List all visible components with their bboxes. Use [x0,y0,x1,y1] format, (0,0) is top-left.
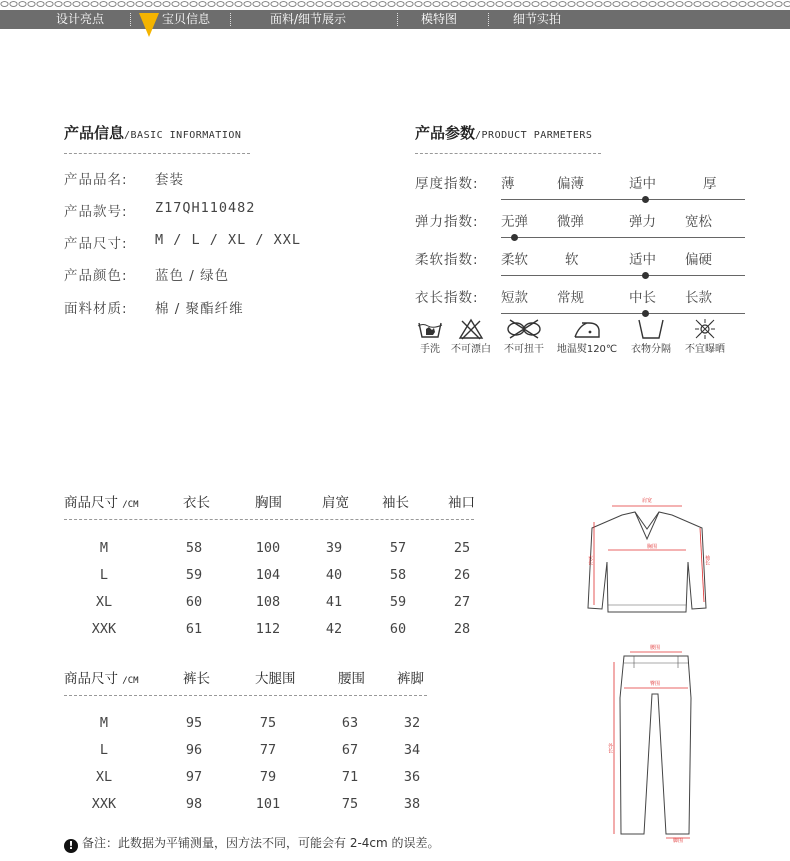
size-value: 42 [325,621,343,637]
bottom-col-header: 裤长 [183,671,210,687]
top-col-header: 胸围 [255,495,282,511]
param-row-elasticity [415,210,745,240]
no-wring-icon [504,318,544,340]
care-no-sun-dry: 不宜曝晒 [680,318,730,355]
size-value: 60 [185,594,203,610]
size-value: 58 [389,567,407,583]
size-value: 25 [453,540,471,556]
size-value: 32 [403,715,421,731]
diagram-sleeve-label: 袖长 [704,555,710,565]
measurement-note: ! 备注：此数据为平铺测量，因方法不同，可能会有 2-4cm 的误差。 [64,834,440,853]
product-params-title: 产品参数/PRODUCT PARMETERS [415,124,593,142]
param-scale-line [501,275,745,276]
top-col-header: 袖口 [448,495,475,511]
nav-design-highlights[interactable]: 设计亮点 [56,12,105,26]
param-selected-dot [642,196,649,203]
nav-separator [488,13,489,26]
size-value: 57 [389,540,407,556]
size-value: 101 [255,796,281,812]
size-value: 79 [259,769,277,785]
info-row-material: 面料材质: 棉 / 聚酯纤维 [64,301,244,317]
size-value: 26 [453,567,471,583]
nav-fabric-details[interactable]: 面料/细节展示 [270,12,347,26]
size-label: L [99,567,109,583]
param-option: 长款 [685,290,712,306]
param-option: 偏硬 [685,252,712,268]
divider [64,153,250,154]
param-option: 短款 [501,290,528,306]
param-row-softness [415,248,745,278]
size-value: 34 [403,742,421,758]
param-option: 弹力 [629,214,656,230]
size-value: 98 [185,796,203,812]
param-scale-line [501,313,745,314]
param-option: 微弹 [557,214,584,230]
size-value: 95 [185,715,203,731]
diagram-waist-label: 腰围 [649,645,661,651]
size-value: 104 [255,567,281,583]
size-value: 40 [325,567,343,583]
size-value: 112 [255,621,281,637]
top-col-header: 袖长 [382,495,409,511]
size-value: 27 [453,594,471,610]
separate-wash-icon [636,318,666,340]
bottom-col-header: 裤脚 [397,671,424,687]
size-label: L [99,742,109,758]
top-size-header-label: 商品尺寸 /CM [64,495,139,511]
diagram-thigh-label: 臀围 [649,681,661,687]
top-col-header: 肩宽 [322,495,349,511]
info-row-size: 产品尺寸: M / L / XL / XXL [64,232,302,252]
info-row-style-number: 产品款号: Z17QH110482 [64,200,256,220]
care-hand-wash: 手洗 [416,318,444,355]
top-col-header: 衣长 [183,495,210,511]
nav-separator [397,13,398,26]
diagram-outer-length-label: 外长 [607,743,613,753]
param-scale-line [501,237,745,238]
diagram-chest-label: 胸围 [646,544,658,550]
size-value: 71 [341,769,359,785]
nav-model-photos[interactable]: 模特图 [421,12,458,26]
no-bleach-icon [458,318,484,340]
param-scale-line [501,199,745,200]
param-option: 软 [565,252,579,268]
size-label: M [99,540,109,556]
bottom-garment-diagram [600,638,710,844]
param-option: 柔软 [501,252,528,268]
nav-separator [130,13,131,26]
param-option: 适中 [629,176,656,192]
size-value: 58 [185,540,203,556]
param-option: 无弹 [501,214,528,230]
diagram-hem-label: 脚围 [672,838,684,844]
size-value: 77 [259,742,277,758]
care-separate-wash: 衣物分隔 [626,318,676,355]
param-label: 弹力指数: [415,214,479,230]
bottom-col-header: 大腿围 [255,671,296,687]
param-label: 厚度指数: [415,176,479,192]
product-info-title: 产品信息/BASIC INFORMATION [64,124,242,142]
nav-product-info[interactable]: 宝贝信息 [162,12,211,26]
size-value: 59 [389,594,407,610]
size-value: 97 [185,769,203,785]
size-value: 28 [453,621,471,637]
no-sun-dry-icon [692,318,718,340]
size-value: 67 [341,742,359,758]
param-option: 常规 [557,290,584,306]
section-nav-bar [0,10,790,29]
care-no-wring: 不可扭干 [500,318,548,355]
bottom-size-header-label: 商品尺寸 /CM [64,671,139,687]
size-label: M [99,715,109,731]
size-value: 59 [185,567,203,583]
bottom-col-header: 腰围 [338,671,365,687]
care-iron-low: 地温熨120℃ [555,318,619,355]
size-value: 75 [341,796,359,812]
param-row-thickness [415,172,745,202]
info-row-name: 产品品名: 套装 [64,172,184,188]
warning-icon: ! [64,839,78,853]
size-value: 63 [341,715,359,731]
param-option: 薄 [501,176,515,192]
size-value: 41 [325,594,343,610]
info-row-color: 产品颜色: 蓝色 / 绿色 [64,268,230,284]
size-label: XL [95,769,113,785]
size-label: XXK [91,796,117,812]
param-selected-dot [642,272,649,279]
divider [64,519,474,520]
param-label: 柔软指数: [415,252,479,268]
size-label: XXK [91,621,117,637]
param-selected-dot [642,310,649,317]
param-option: 适中 [629,252,656,268]
top-decoration [0,0,790,10]
param-option: 宽松 [685,214,712,230]
size-value: 36 [403,769,421,785]
size-value: 108 [255,594,281,610]
divider [64,695,427,696]
size-value: 61 [185,621,203,637]
diagram-length-label: 衣长 [587,555,593,565]
diagram-shoulder-label: 肩宽 [641,498,653,504]
hand-wash-icon [417,318,443,340]
param-option: 偏薄 [557,176,584,192]
divider [415,153,601,154]
param-label: 衣长指数: [415,290,479,306]
top-garment-diagram [580,492,720,622]
active-nav-pointer [139,13,159,37]
size-value: 39 [325,540,343,556]
size-value: 75 [259,715,277,731]
size-value: 96 [185,742,203,758]
param-row-length [415,286,745,316]
nav-detail-photos[interactable]: 细节实拍 [513,12,562,26]
size-value: 60 [389,621,407,637]
nav-separator [230,13,231,26]
param-selected-dot [511,234,518,241]
param-option: 中长 [629,290,656,306]
iron-low-icon [572,318,602,340]
care-no-bleach: 不可漂白 [446,318,496,355]
size-label: XL [95,594,113,610]
param-option: 厚 [703,176,717,192]
size-value: 100 [255,540,281,556]
size-value: 38 [403,796,421,812]
